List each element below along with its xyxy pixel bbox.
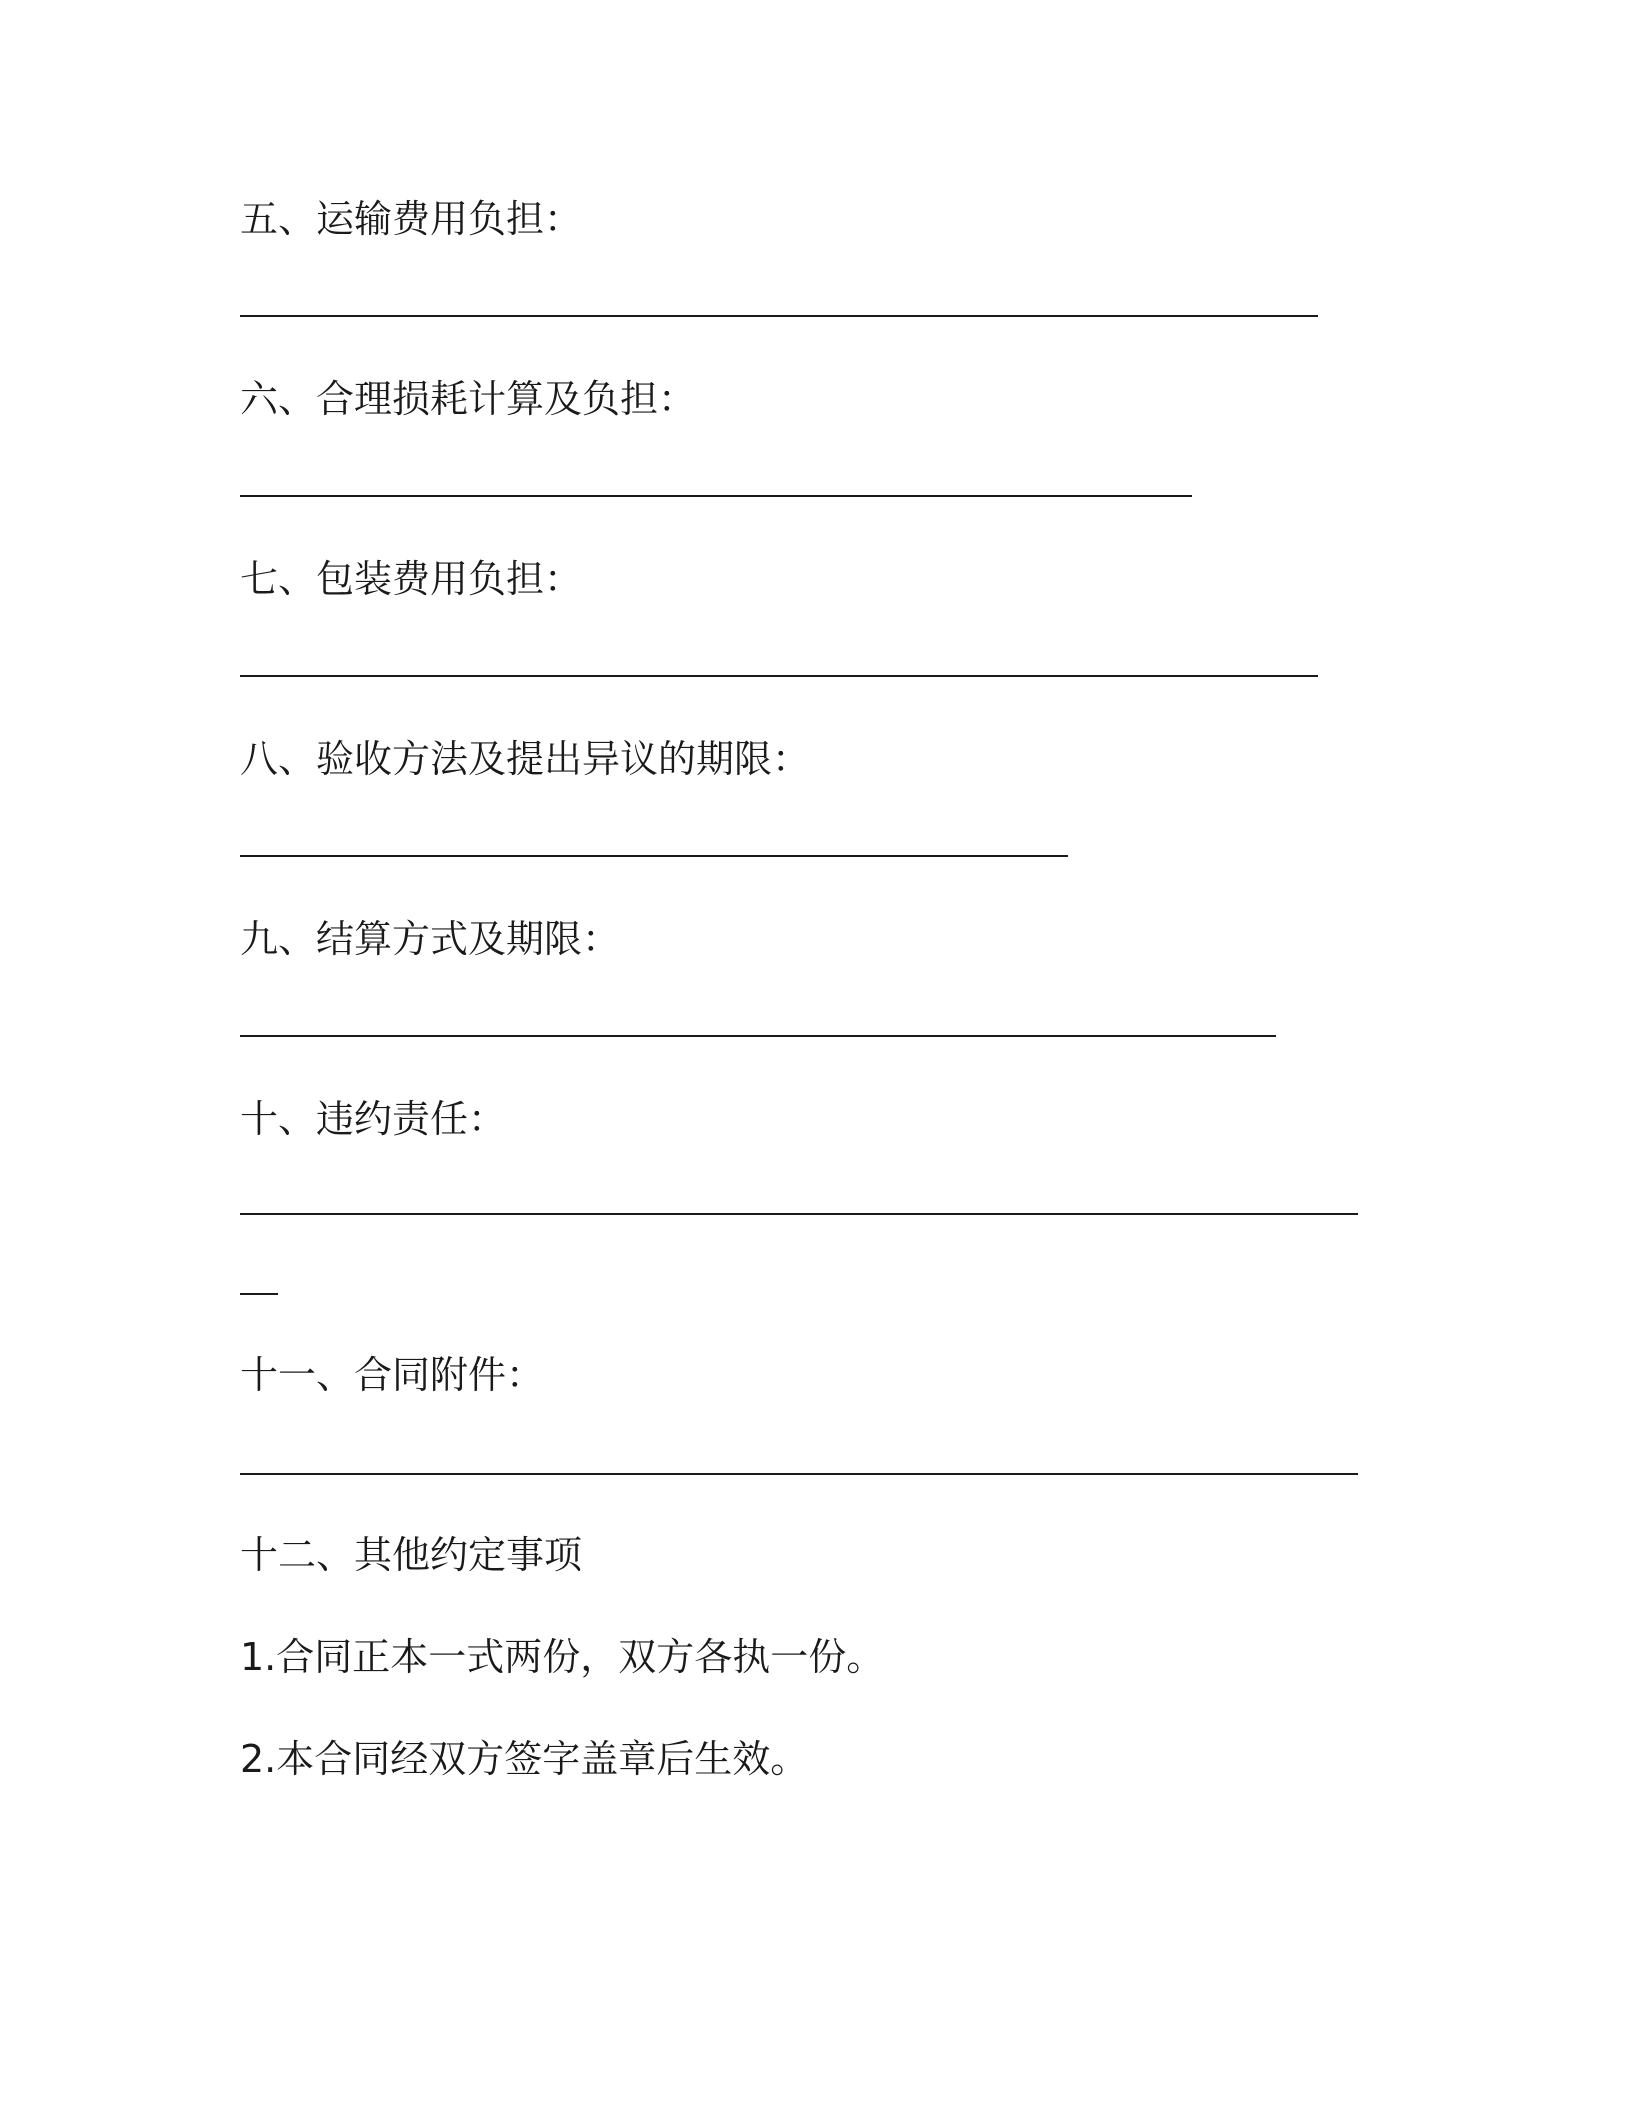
section-5-fill-line	[240, 315, 1318, 317]
section-6-heading: 六、合理损耗计算及负担：	[240, 377, 697, 421]
section-6-fill-line	[240, 495, 1192, 497]
section-7-heading: 七、包装费用负担：	[240, 557, 583, 601]
section-10-fill-line	[240, 1213, 1358, 1215]
section-8-fill-line	[240, 855, 1068, 857]
section-5-heading: 五、运输费用负担：	[240, 197, 583, 241]
section-10-fill-line-continued	[240, 1293, 278, 1295]
section-9-fill-line	[240, 1035, 1276, 1037]
section-9-heading: 九、结算方式及期限：	[240, 917, 621, 961]
section-12-heading: 十二、其他约定事项	[240, 1533, 583, 1577]
section-7-fill-line	[240, 675, 1318, 677]
clause-item-2: 2.本合同经双方签字盖章后生效。	[240, 1737, 809, 1781]
section-11-fill-line	[240, 1473, 1358, 1475]
clause-item-1: 1.合同正本一式两份，双方各执一份。	[240, 1635, 885, 1679]
section-11-heading: 十一、合同附件：	[240, 1353, 545, 1397]
section-8-heading: 八、验收方法及提出异议的期限：	[240, 737, 811, 781]
section-10-heading: 十、违约责任：	[240, 1097, 507, 1141]
